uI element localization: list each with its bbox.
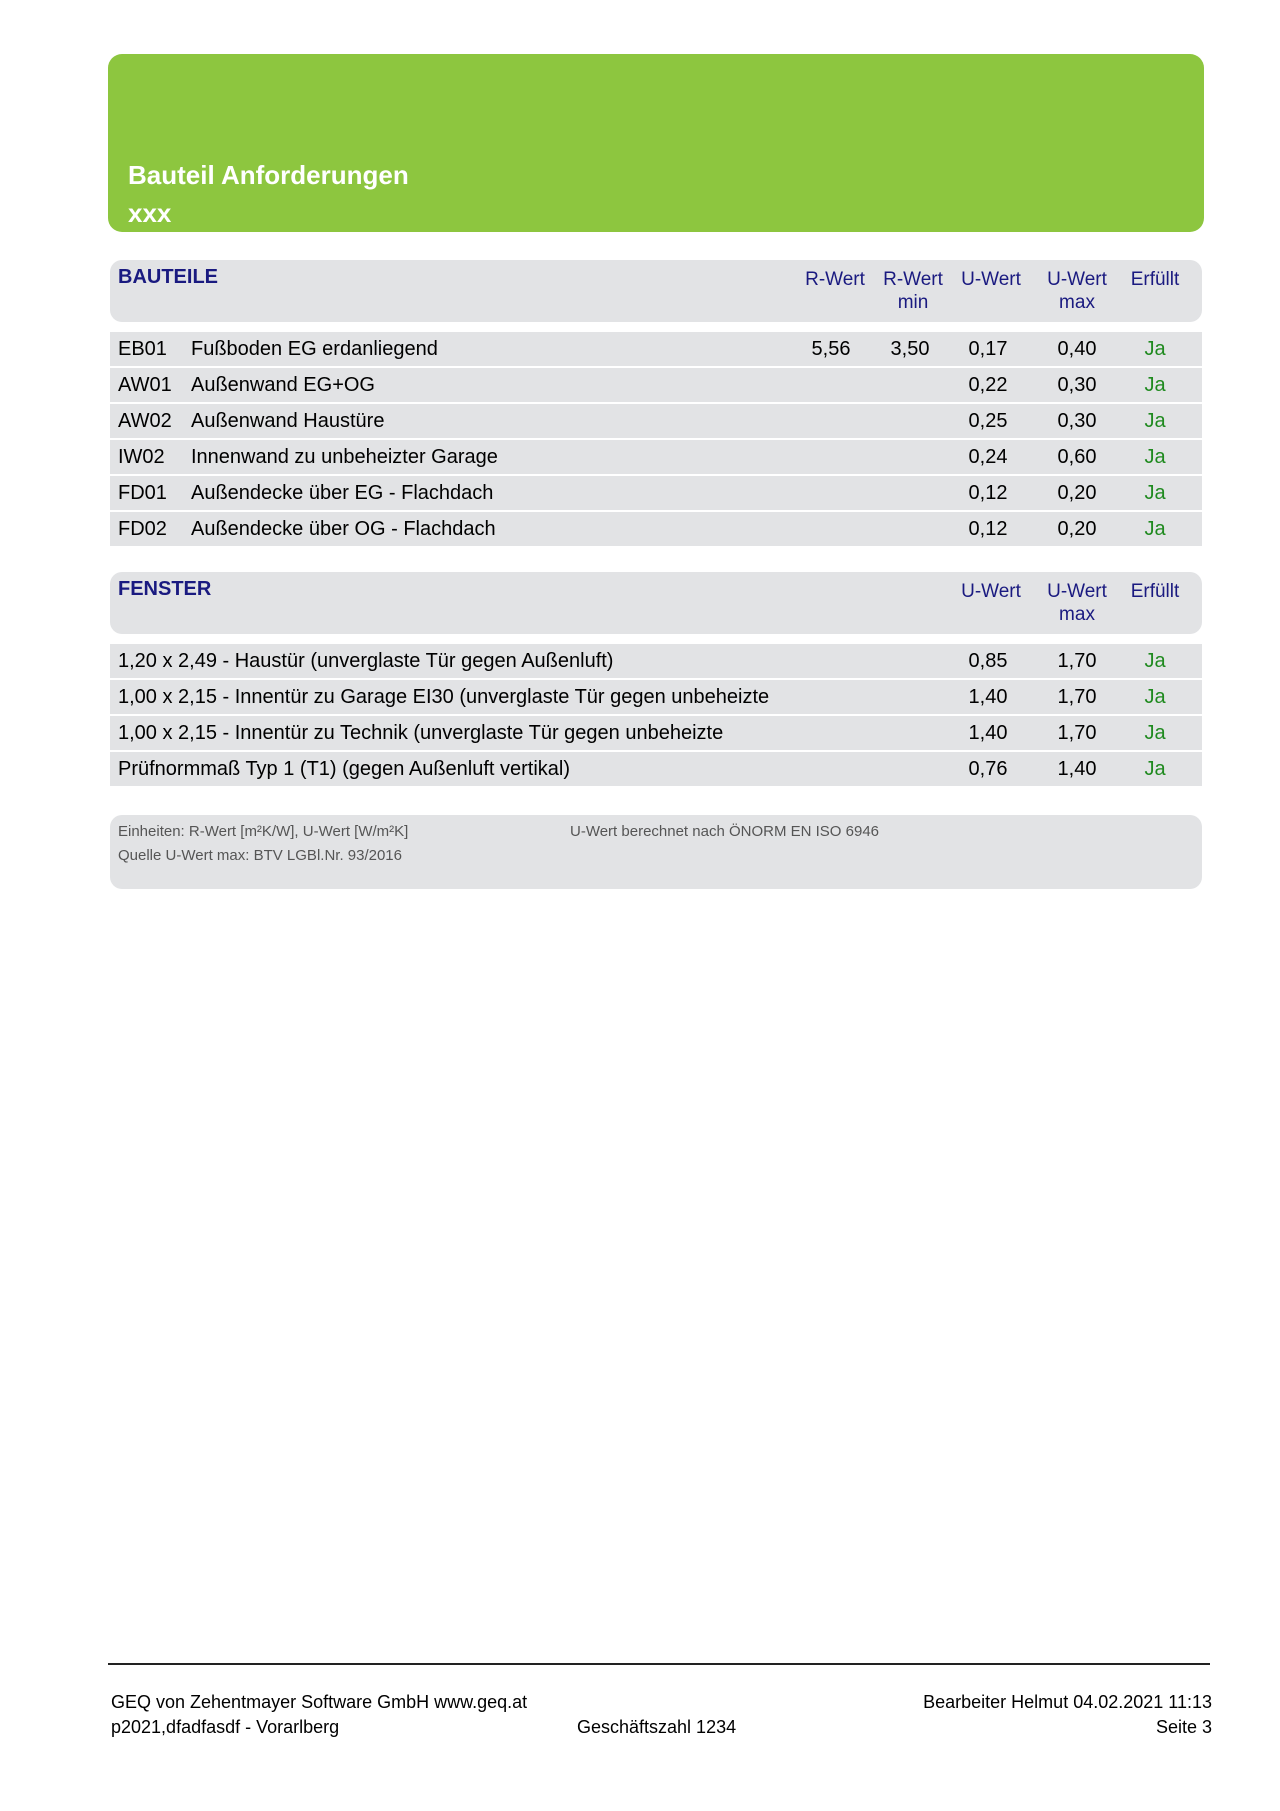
calculation-note: U-Wert berechnet nach ÖNORM EN ISO 6946 <box>570 823 880 840</box>
row-r-wert-min: 3,50 <box>890 338 930 360</box>
row-u-wert: 0,76 <box>968 758 1008 780</box>
row-code: AW02 <box>118 410 172 432</box>
row-u-wert-max: 0,20 <box>1057 518 1097 540</box>
row-name: Außendecke über OG - Flachdach <box>191 518 496 540</box>
table-row <box>110 680 1202 714</box>
table-row <box>110 440 1202 474</box>
row-r-wert: 5,56 <box>811 338 851 360</box>
row-name: Außendecke über EG - Flachdach <box>191 482 494 504</box>
row-erfuellt: Ja <box>1144 410 1166 432</box>
row-name: Fußboden EG erdanliegend <box>191 338 438 360</box>
row-u-wert: 0,12 <box>968 518 1008 540</box>
footer-geschaeftszahl: Geschäftszahl 1234 <box>577 1717 737 1737</box>
footer-divider <box>108 1663 1210 1665</box>
row-u-wert: 0,25 <box>968 410 1008 432</box>
row-erfuellt: Ja <box>1144 650 1166 672</box>
row-name: Prüfnormmaß Typ 1 (T1) (gegen Außenluft vertikal) <box>118 758 571 780</box>
header-band <box>108 54 1204 232</box>
row-u-wert-max: 0,60 <box>1057 446 1097 468</box>
source-note: Quelle U-Wert max: BTV LGBl.Nr. 93/2016 <box>118 847 402 864</box>
bauteile-title: BAUTEILE <box>118 266 218 288</box>
row-u-wert: 0,85 <box>968 650 1008 672</box>
row-erfuellt: Ja <box>1144 482 1166 504</box>
table-row <box>110 332 1202 366</box>
table-row <box>110 752 1202 786</box>
row-u-wert-max: 1,70 <box>1057 686 1097 708</box>
row-u-wert-max: 0,30 <box>1057 410 1097 432</box>
row-name: Außenwand Haustüre <box>191 410 385 432</box>
col-u-wert: U-Wert <box>961 269 1021 290</box>
page-subtitle: xxx <box>128 198 172 228</box>
units-note: Einheiten: R-Wert [m²K/W], U-Wert [W/m²K] <box>118 823 409 840</box>
row-name: 1,00 x 2,15 - Innentür zu Technik (unverglaste Tür gegen unbeheizte <box>118 722 724 744</box>
footer-page-number: Seite 3 <box>1155 1717 1212 1737</box>
row-code: EB01 <box>118 338 167 360</box>
col-r-wert-min: R-Wert min <box>883 269 943 313</box>
row-name: Innenwand zu unbeheizter Garage <box>191 446 498 468</box>
row-u-wert-max: 0,40 <box>1057 338 1097 360</box>
row-code: FD01 <box>118 482 167 504</box>
row-code: FD02 <box>118 518 167 540</box>
footer-company: GEQ von Zehentmayer Software GmbH www.geq.at <box>111 1692 528 1712</box>
col-u-wert-max: U-Wert max <box>1047 269 1107 313</box>
col-erfuellt: Erfüllt <box>1130 269 1180 290</box>
row-u-wert-max: 0,20 <box>1057 482 1097 504</box>
row-u-wert-max: 1,40 <box>1057 758 1097 780</box>
row-code: AW01 <box>118 374 172 396</box>
row-u-wert-max: 1,70 <box>1057 650 1097 672</box>
row-erfuellt: Ja <box>1144 518 1166 540</box>
row-u-wert: 0,17 <box>968 338 1008 360</box>
row-u-wert: 0,22 <box>968 374 1008 396</box>
table-row <box>110 368 1202 402</box>
row-erfuellt: Ja <box>1144 338 1166 360</box>
footer-bearbeiter: Bearbeiter Helmut 04.02.2021 11:13 <box>923 1692 1212 1712</box>
row-name: 1,00 x 2,15 - Innentür zu Garage EI30 (unverglaste Tür gegen unbeheizte <box>118 686 770 708</box>
row-u-wert: 0,24 <box>968 446 1008 468</box>
footer-project: p2021,dfadfasdf - Vorarlberg <box>111 1717 340 1737</box>
fenster-title: FENSTER <box>118 578 212 600</box>
row-name: Außenwand EG+OG <box>191 374 375 396</box>
table-row <box>110 512 1202 546</box>
col-u-wert: U-Wert <box>961 581 1021 602</box>
row-u-wert: 1,40 <box>968 686 1008 708</box>
bauteile-header <box>110 260 1202 322</box>
row-erfuellt: Ja <box>1144 722 1166 744</box>
col-u-wert-max: U-Wert max <box>1047 581 1107 625</box>
row-code: IW02 <box>118 446 165 468</box>
table-row <box>110 404 1202 438</box>
col-erfuellt: Erfüllt <box>1130 581 1180 602</box>
row-u-wert-max: 1,70 <box>1057 722 1097 744</box>
table-row <box>110 644 1202 678</box>
col-r-wert: R-Wert <box>805 269 865 290</box>
row-u-wert: 0,12 <box>968 482 1008 504</box>
row-name: 1,20 x 2,49 - Haustür (unverglaste Tür gegen Außenluft) <box>118 650 614 672</box>
page-title: Bauteil Anforderungen <box>128 160 409 190</box>
row-erfuellt: Ja <box>1144 446 1166 468</box>
row-erfuellt: Ja <box>1144 374 1166 396</box>
row-erfuellt: Ja <box>1144 686 1166 708</box>
notes-box <box>110 815 1202 889</box>
row-u-wert-max: 0,30 <box>1057 374 1097 396</box>
row-u-wert: 1,40 <box>968 722 1008 744</box>
fenster-header <box>110 572 1202 634</box>
table-row <box>110 476 1202 510</box>
row-erfuellt: Ja <box>1144 758 1166 780</box>
table-row <box>110 716 1202 750</box>
